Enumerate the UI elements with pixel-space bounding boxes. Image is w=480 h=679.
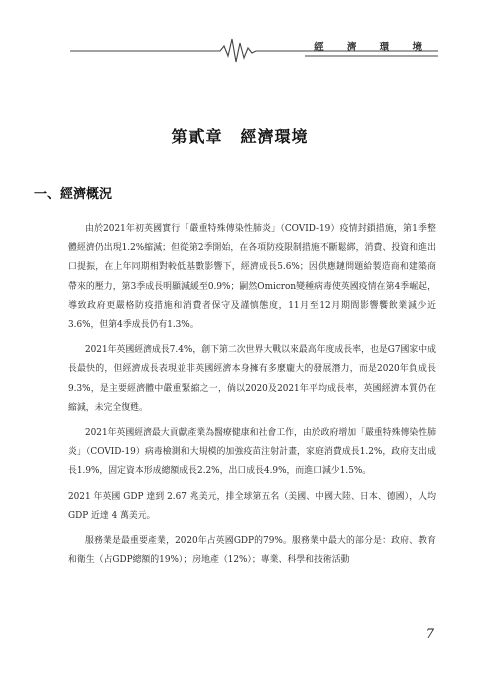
paragraph-1: 由於2021年初英國實行「嚴重特殊傳染性肺炎」（COVID-19）疫情封鎖措施，第1季整體經濟仍出現1.2%縮減；但從第2季開始，在各項防疫限制措施不斷鬆綁，消費、投資和進出口提振，在上年同期相對較低基數影響下，經濟成長5.6%；因供應鏈問題給製造商和建築商帶來的壓力，第3季成長明顯減緩至0.9%；嗣然Omicron變種病毒使英國疫情在第4季崛起，導致政府更嚴格防疫措施和消費者保守及謹慎態度，11月至12月期間影響饗飲業減少近3.6%，但第4季成長仍有1.3%。 [68,224,436,331]
chapter-title [0,124,480,147]
body-text [68,220,436,576]
running-header-title: 經 濟 環 境 [314,42,432,53]
paragraph-3: 2021年英國經濟最大貢獻產業為醫療健康和社會工作，由於政府增加「嚴重特殊傳染性肺炎」（COVID-19）病毒檢測和大規模的加強疫苗注射計畫，家庭消費成長1.2%，政府支出成長1.9%，固定資本形成總額成長2.2%，出口成長4.9%，而進口減少1.5%。 [68,428,436,477]
chapter-name: 經濟環境 [240,127,309,146]
page-number: 7 [425,627,434,642]
paragraph-5: 服務業是最重要產業，2020年占英國GDP的79%。服務業中最大的部分是：政府、教育和衛生（占GDP總額的19%）；房地產（12%）；專業、科學和技術活動 [68,536,436,566]
section-heading: 一、經濟概況 [34,187,113,202]
paragraph-4: 2021 年英國 GDP 達到 2.67 兆美元，排全球第五名（美國、中國大陸、日本、德國），人均 GDP 近達 4 萬美元。 [68,491,436,521]
chapter-number-label: 第貳章 [171,127,223,146]
paragraph-2: 2021年英國經濟成長7.4%，創下第二次世界大戰以來最高年度成長率，也是G7國家中成長最快的，但經濟成長表現並非英國經濟本身擁有多麼龐大的發展潛力，而是2020年負成長9.3%，是主要經濟體中嚴重緊縮之一，倘以2020及2021年平均成長率，英國經濟本質仍在縮減，未完全復甦。 [68,345,436,413]
